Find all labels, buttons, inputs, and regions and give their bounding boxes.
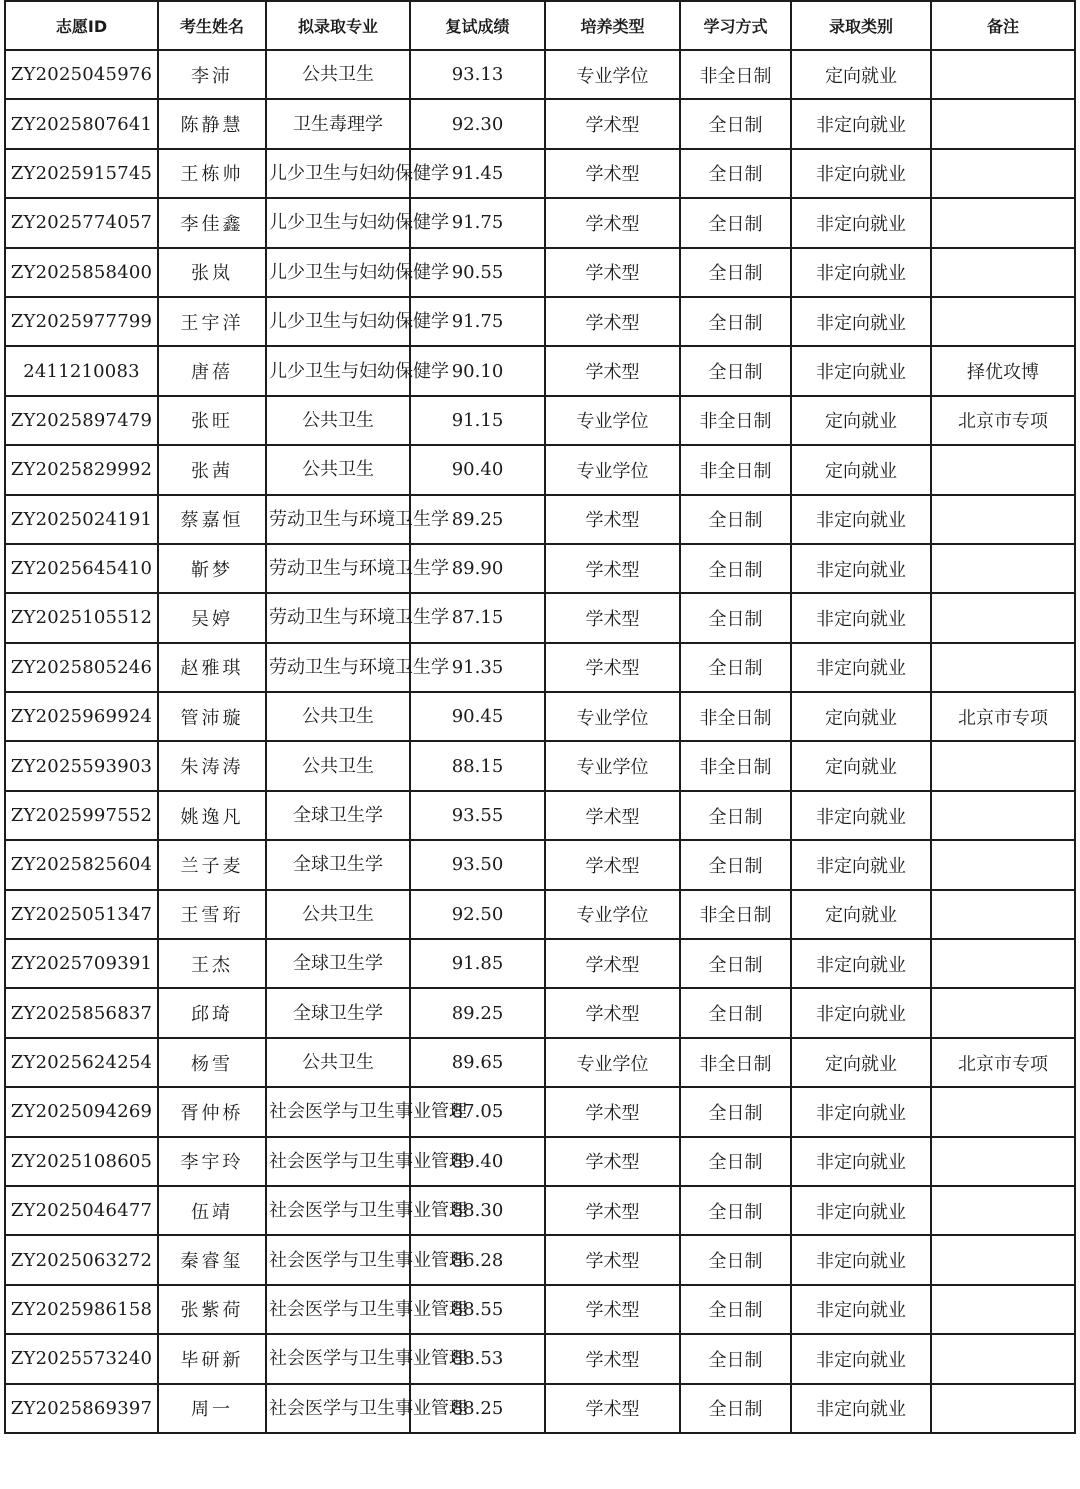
score-cell: 92.50 bbox=[410, 890, 545, 939]
table-row bbox=[5, 1384, 1075, 1433]
training-type-cell: 学术型 bbox=[545, 1334, 680, 1383]
training-type-cell: 学术型 bbox=[545, 840, 680, 889]
table-row bbox=[5, 988, 1075, 1037]
candidate-name-cell: 李宇玲 bbox=[158, 1137, 266, 1186]
applicant-id-cell: ZY2025897479 bbox=[5, 396, 158, 445]
admission-category-cell: 非定向就业 bbox=[791, 495, 931, 544]
major-cell: 劳动卫生与环境卫生学 bbox=[266, 643, 410, 692]
admission-category-cell: 非定向就业 bbox=[791, 1235, 931, 1284]
remarks-cell bbox=[931, 1087, 1075, 1136]
major-cell: 社会医学与卫生事业管理 bbox=[266, 1285, 410, 1334]
admission-category-cell: 非定向就业 bbox=[791, 1186, 931, 1235]
major-cell: 公共卫生 bbox=[266, 890, 410, 939]
score-cell: 90.40 bbox=[410, 445, 545, 494]
major-cell: 公共卫生 bbox=[266, 50, 410, 99]
table-header bbox=[5, 1, 1075, 50]
candidate-name-cell: 王杰 bbox=[158, 939, 266, 988]
training-type-cell: 专业学位 bbox=[545, 396, 680, 445]
candidate-name-cell: 伍靖 bbox=[158, 1186, 266, 1235]
study-mode-cell: 全日制 bbox=[680, 593, 791, 642]
admission-category-cell: 非定向就业 bbox=[791, 593, 931, 642]
training-type-cell: 学术型 bbox=[545, 495, 680, 544]
admission-category-cell: 非定向就业 bbox=[791, 1384, 931, 1433]
header-candidate-name: 考生姓名 bbox=[158, 1, 266, 50]
admission-category-cell: 非定向就业 bbox=[791, 988, 931, 1037]
major-cell: 公共卫生 bbox=[266, 445, 410, 494]
admission-table bbox=[4, 0, 1076, 1434]
candidate-name-cell: 李沛 bbox=[158, 50, 266, 99]
score-cell: 91.85 bbox=[410, 939, 545, 988]
admission-category-cell: 非定向就业 bbox=[791, 1285, 931, 1334]
training-type-cell: 学术型 bbox=[545, 1137, 680, 1186]
candidate-name-cell: 赵雅琪 bbox=[158, 643, 266, 692]
major-cell: 儿少卫生与妇幼保健学 bbox=[266, 346, 410, 395]
major-cell: 儿少卫生与妇幼保健学 bbox=[266, 248, 410, 297]
study-mode-cell: 全日制 bbox=[680, 495, 791, 544]
applicant-id-cell: ZY2025997552 bbox=[5, 791, 158, 840]
applicant-id-cell: ZY2025094269 bbox=[5, 1087, 158, 1136]
candidate-name-cell: 姚逸凡 bbox=[158, 791, 266, 840]
remarks-cell bbox=[931, 149, 1075, 198]
training-type-cell: 学术型 bbox=[545, 1186, 680, 1235]
major-cell: 劳动卫生与环境卫生学 bbox=[266, 544, 410, 593]
remarks-cell bbox=[931, 445, 1075, 494]
applicant-id-cell: ZY2025825604 bbox=[5, 840, 158, 889]
major-cell: 劳动卫生与环境卫生学 bbox=[266, 593, 410, 642]
study-mode-cell: 全日制 bbox=[680, 1087, 791, 1136]
study-mode-cell: 全日制 bbox=[680, 1334, 791, 1383]
score-cell: 93.55 bbox=[410, 791, 545, 840]
study-mode-cell: 全日制 bbox=[680, 1285, 791, 1334]
major-cell: 全球卫生学 bbox=[266, 791, 410, 840]
table-row bbox=[5, 198, 1075, 247]
major-cell: 公共卫生 bbox=[266, 692, 410, 741]
applicant-id-cell: ZY2025807641 bbox=[5, 99, 158, 148]
major-cell: 社会医学与卫生事业管理 bbox=[266, 1334, 410, 1383]
score-cell: 89.65 bbox=[410, 1038, 545, 1087]
table-row bbox=[5, 1235, 1075, 1284]
major-cell: 社会医学与卫生事业管理 bbox=[266, 1087, 410, 1136]
table-row bbox=[5, 1186, 1075, 1235]
candidate-name-cell: 唐蓓 bbox=[158, 346, 266, 395]
training-type-cell: 学术型 bbox=[545, 1384, 680, 1433]
training-type-cell: 专业学位 bbox=[545, 741, 680, 790]
applicant-id-cell: ZY2025105512 bbox=[5, 593, 158, 642]
table-row bbox=[5, 643, 1075, 692]
remarks-cell bbox=[931, 248, 1075, 297]
table-body bbox=[5, 50, 1075, 1433]
applicant-id-cell: ZY2025624254 bbox=[5, 1038, 158, 1087]
training-type-cell: 学术型 bbox=[545, 939, 680, 988]
table-row bbox=[5, 1137, 1075, 1186]
table-row bbox=[5, 1087, 1075, 1136]
study-mode-cell: 全日制 bbox=[680, 99, 791, 148]
major-cell: 公共卫生 bbox=[266, 1038, 410, 1087]
header-row bbox=[5, 1, 1075, 50]
remarks-cell: 北京市专项 bbox=[931, 1038, 1075, 1087]
table-row bbox=[5, 445, 1075, 494]
training-type-cell: 专业学位 bbox=[545, 50, 680, 99]
admission-category-cell: 定向就业 bbox=[791, 1038, 931, 1087]
applicant-id-cell: ZY2025709391 bbox=[5, 939, 158, 988]
remarks-cell bbox=[931, 1235, 1075, 1284]
applicant-id-cell: ZY2025051347 bbox=[5, 890, 158, 939]
admission-category-cell: 非定向就业 bbox=[791, 1334, 931, 1383]
major-cell: 公共卫生 bbox=[266, 396, 410, 445]
remarks-cell bbox=[931, 50, 1075, 99]
admission-category-cell: 非定向就业 bbox=[791, 346, 931, 395]
training-type-cell: 学术型 bbox=[545, 1087, 680, 1136]
applicant-id-cell: ZY2025045976 bbox=[5, 50, 158, 99]
score-cell: 93.13 bbox=[410, 50, 545, 99]
study-mode-cell: 非全日制 bbox=[680, 50, 791, 99]
major-cell: 社会医学与卫生事业管理 bbox=[266, 1384, 410, 1433]
admission-category-cell: 非定向就业 bbox=[791, 198, 931, 247]
study-mode-cell: 全日制 bbox=[680, 840, 791, 889]
candidate-name-cell: 张岚 bbox=[158, 248, 266, 297]
score-cell: 88.15 bbox=[410, 741, 545, 790]
remarks-cell bbox=[931, 1137, 1075, 1186]
candidate-name-cell: 王宇洋 bbox=[158, 297, 266, 346]
training-type-cell: 专业学位 bbox=[545, 1038, 680, 1087]
score-cell: 90.10 bbox=[410, 346, 545, 395]
remarks-cell bbox=[931, 1186, 1075, 1235]
training-type-cell: 学术型 bbox=[545, 346, 680, 395]
score-cell: 90.45 bbox=[410, 692, 545, 741]
training-type-cell: 专业学位 bbox=[545, 890, 680, 939]
score-cell: 88.55 bbox=[410, 1285, 545, 1334]
score-cell: 90.55 bbox=[410, 248, 545, 297]
table-row bbox=[5, 99, 1075, 148]
major-cell: 儿少卫生与妇幼保健学 bbox=[266, 198, 410, 247]
training-type-cell: 学术型 bbox=[545, 149, 680, 198]
header-admission-category: 录取类别 bbox=[791, 1, 931, 50]
remarks-cell bbox=[931, 988, 1075, 1037]
remarks-cell bbox=[931, 890, 1075, 939]
candidate-name-cell: 毕研新 bbox=[158, 1334, 266, 1383]
study-mode-cell: 非全日制 bbox=[680, 1038, 791, 1087]
major-cell: 劳动卫生与环境卫生学 bbox=[266, 495, 410, 544]
applicant-id-cell: ZY2025805246 bbox=[5, 643, 158, 692]
study-mode-cell: 全日制 bbox=[680, 939, 791, 988]
study-mode-cell: 非全日制 bbox=[680, 692, 791, 741]
candidate-name-cell: 兰子麦 bbox=[158, 840, 266, 889]
applicant-id-cell: ZY2025063272 bbox=[5, 1235, 158, 1284]
header-training-type: 培养类型 bbox=[545, 1, 680, 50]
admission-category-cell: 定向就业 bbox=[791, 50, 931, 99]
remarks-cell: 北京市专项 bbox=[931, 692, 1075, 741]
table-row bbox=[5, 495, 1075, 544]
table-row bbox=[5, 1285, 1075, 1334]
score-cell: 88.30 bbox=[410, 1186, 545, 1235]
header-remarks: 备注 bbox=[931, 1, 1075, 50]
study-mode-cell: 全日制 bbox=[680, 346, 791, 395]
applicant-id-cell: ZY2025915745 bbox=[5, 149, 158, 198]
training-type-cell: 学术型 bbox=[545, 544, 680, 593]
remarks-cell bbox=[931, 593, 1075, 642]
score-cell: 89.25 bbox=[410, 988, 545, 1037]
candidate-name-cell: 秦睿玺 bbox=[158, 1235, 266, 1284]
candidate-name-cell: 靳梦 bbox=[158, 544, 266, 593]
major-cell: 全球卫生学 bbox=[266, 840, 410, 889]
remarks-cell bbox=[931, 791, 1075, 840]
applicant-id-cell: ZY2025024191 bbox=[5, 495, 158, 544]
admission-category-cell: 非定向就业 bbox=[791, 643, 931, 692]
admission-category-cell: 非定向就业 bbox=[791, 99, 931, 148]
table-row bbox=[5, 149, 1075, 198]
candidate-name-cell: 吴婷 bbox=[158, 593, 266, 642]
admission-category-cell: 非定向就业 bbox=[791, 939, 931, 988]
remarks-cell bbox=[931, 741, 1075, 790]
admission-category-cell: 定向就业 bbox=[791, 741, 931, 790]
remarks-cell bbox=[931, 1384, 1075, 1433]
major-cell: 公共卫生 bbox=[266, 741, 410, 790]
major-cell: 全球卫生学 bbox=[266, 988, 410, 1037]
training-type-cell: 专业学位 bbox=[545, 445, 680, 494]
admission-category-cell: 非定向就业 bbox=[791, 149, 931, 198]
candidate-name-cell: 李佳鑫 bbox=[158, 198, 266, 247]
table-row bbox=[5, 297, 1075, 346]
training-type-cell: 学术型 bbox=[545, 1285, 680, 1334]
applicant-id-cell: ZY2025645410 bbox=[5, 544, 158, 593]
training-type-cell: 学术型 bbox=[545, 593, 680, 642]
applicant-id-cell: ZY2025869397 bbox=[5, 1384, 158, 1433]
major-cell: 社会医学与卫生事业管理 bbox=[266, 1235, 410, 1284]
major-cell: 儿少卫生与妇幼保健学 bbox=[266, 149, 410, 198]
candidate-name-cell: 邱琦 bbox=[158, 988, 266, 1037]
admission-category-cell: 定向就业 bbox=[791, 692, 931, 741]
study-mode-cell: 全日制 bbox=[680, 1235, 791, 1284]
table-row bbox=[5, 346, 1075, 395]
major-cell: 儿少卫生与妇幼保健学 bbox=[266, 297, 410, 346]
study-mode-cell: 非全日制 bbox=[680, 396, 791, 445]
major-cell: 卫生毒理学 bbox=[266, 99, 410, 148]
remarks-cell: 北京市专项 bbox=[931, 396, 1075, 445]
admission-category-cell: 非定向就业 bbox=[791, 297, 931, 346]
table-row bbox=[5, 890, 1075, 939]
study-mode-cell: 全日制 bbox=[680, 198, 791, 247]
table-row bbox=[5, 593, 1075, 642]
remarks-cell bbox=[931, 297, 1075, 346]
candidate-name-cell: 周一 bbox=[158, 1384, 266, 1433]
table-row bbox=[5, 544, 1075, 593]
study-mode-cell: 全日制 bbox=[680, 1186, 791, 1235]
training-type-cell: 学术型 bbox=[545, 248, 680, 297]
study-mode-cell: 非全日制 bbox=[680, 890, 791, 939]
table-row bbox=[5, 1038, 1075, 1087]
study-mode-cell: 全日制 bbox=[680, 248, 791, 297]
major-cell: 全球卫生学 bbox=[266, 939, 410, 988]
table-row bbox=[5, 741, 1075, 790]
candidate-name-cell: 王栋帅 bbox=[158, 149, 266, 198]
applicant-id-cell: ZY2025108605 bbox=[5, 1137, 158, 1186]
study-mode-cell: 全日制 bbox=[680, 149, 791, 198]
score-cell: 88.25 bbox=[410, 1384, 545, 1433]
candidate-name-cell: 杨雪 bbox=[158, 1038, 266, 1087]
candidate-name-cell: 管沛璇 bbox=[158, 692, 266, 741]
candidate-name-cell: 张茜 bbox=[158, 445, 266, 494]
study-mode-cell: 全日制 bbox=[680, 544, 791, 593]
major-cell: 社会医学与卫生事业管理 bbox=[266, 1137, 410, 1186]
applicant-id-cell: ZY2025858400 bbox=[5, 248, 158, 297]
candidate-name-cell: 王雪珩 bbox=[158, 890, 266, 939]
score-cell: 89.25 bbox=[410, 495, 545, 544]
training-type-cell: 学术型 bbox=[545, 643, 680, 692]
admission-category-cell: 非定向就业 bbox=[791, 1137, 931, 1186]
study-mode-cell: 非全日制 bbox=[680, 445, 791, 494]
training-type-cell: 学术型 bbox=[545, 99, 680, 148]
applicant-id-cell: ZY2025969924 bbox=[5, 692, 158, 741]
score-cell: 91.75 bbox=[410, 198, 545, 247]
score-cell: 93.50 bbox=[410, 840, 545, 889]
study-mode-cell: 全日制 bbox=[680, 988, 791, 1037]
candidate-name-cell: 陈静慧 bbox=[158, 99, 266, 148]
score-cell: 91.15 bbox=[410, 396, 545, 445]
training-type-cell: 专业学位 bbox=[545, 692, 680, 741]
score-cell: 86.28 bbox=[410, 1235, 545, 1284]
admission-category-cell: 非定向就业 bbox=[791, 1087, 931, 1136]
training-type-cell: 学术型 bbox=[545, 198, 680, 247]
score-cell: 91.45 bbox=[410, 149, 545, 198]
applicant-id-cell: ZY2025046477 bbox=[5, 1186, 158, 1235]
admission-category-cell: 定向就业 bbox=[791, 396, 931, 445]
applicant-id-cell: ZY2025829992 bbox=[5, 445, 158, 494]
score-cell: 91.35 bbox=[410, 643, 545, 692]
admission-category-cell: 定向就业 bbox=[791, 890, 931, 939]
remarks-cell bbox=[931, 544, 1075, 593]
admission-category-cell: 非定向就业 bbox=[791, 791, 931, 840]
candidate-name-cell: 胥仲桥 bbox=[158, 1087, 266, 1136]
candidate-name-cell: 朱涛涛 bbox=[158, 741, 266, 790]
study-mode-cell: 全日制 bbox=[680, 643, 791, 692]
admission-category-cell: 定向就业 bbox=[791, 445, 931, 494]
remarks-cell bbox=[931, 198, 1075, 247]
score-cell: 91.75 bbox=[410, 297, 545, 346]
training-type-cell: 学术型 bbox=[545, 791, 680, 840]
remarks-cell bbox=[931, 99, 1075, 148]
remarks-cell: 择优攻博 bbox=[931, 346, 1075, 395]
candidate-name-cell: 张紫荷 bbox=[158, 1285, 266, 1334]
study-mode-cell: 非全日制 bbox=[680, 741, 791, 790]
score-cell: 92.30 bbox=[410, 99, 545, 148]
training-type-cell: 学术型 bbox=[545, 297, 680, 346]
header-retest-score: 复试成绩 bbox=[410, 1, 545, 50]
training-type-cell: 学术型 bbox=[545, 1235, 680, 1284]
header-study-mode: 学习方式 bbox=[680, 1, 791, 50]
table-row bbox=[5, 791, 1075, 840]
remarks-cell bbox=[931, 495, 1075, 544]
admission-category-cell: 非定向就业 bbox=[791, 544, 931, 593]
score-cell: 87.05 bbox=[410, 1087, 545, 1136]
candidate-name-cell: 蔡嘉恒 bbox=[158, 495, 266, 544]
study-mode-cell: 全日制 bbox=[680, 297, 791, 346]
candidate-name-cell: 张旺 bbox=[158, 396, 266, 445]
applicant-id-cell: ZY2025986158 bbox=[5, 1285, 158, 1334]
remarks-cell bbox=[931, 1334, 1075, 1383]
table-row bbox=[5, 1334, 1075, 1383]
study-mode-cell: 全日制 bbox=[680, 1137, 791, 1186]
remarks-cell bbox=[931, 1285, 1075, 1334]
remarks-cell bbox=[931, 939, 1075, 988]
admission-category-cell: 非定向就业 bbox=[791, 248, 931, 297]
applicant-id-cell: ZY2025573240 bbox=[5, 1334, 158, 1383]
training-type-cell: 学术型 bbox=[545, 988, 680, 1037]
score-cell: 89.40 bbox=[410, 1137, 545, 1186]
table-row bbox=[5, 692, 1075, 741]
applicant-id-cell: ZY2025977799 bbox=[5, 297, 158, 346]
header-major: 拟录取专业 bbox=[266, 1, 410, 50]
study-mode-cell: 全日制 bbox=[680, 791, 791, 840]
score-cell: 89.90 bbox=[410, 544, 545, 593]
table-row bbox=[5, 50, 1075, 99]
table-row bbox=[5, 939, 1075, 988]
score-cell: 88.53 bbox=[410, 1334, 545, 1383]
applicant-id-cell: ZY2025774057 bbox=[5, 198, 158, 247]
remarks-cell bbox=[931, 643, 1075, 692]
applicant-id-cell: 2411210083 bbox=[5, 346, 158, 395]
major-cell: 社会医学与卫生事业管理 bbox=[266, 1186, 410, 1235]
study-mode-cell: 全日制 bbox=[680, 1384, 791, 1433]
remarks-cell bbox=[931, 840, 1075, 889]
applicant-id-cell: ZY2025856837 bbox=[5, 988, 158, 1037]
table-row bbox=[5, 248, 1075, 297]
applicant-id-cell: ZY2025593903 bbox=[5, 741, 158, 790]
admission-category-cell: 非定向就业 bbox=[791, 840, 931, 889]
score-cell: 87.15 bbox=[410, 593, 545, 642]
header-applicant-id: 志愿ID bbox=[5, 1, 158, 50]
table-row bbox=[5, 396, 1075, 445]
table-row bbox=[5, 840, 1075, 889]
